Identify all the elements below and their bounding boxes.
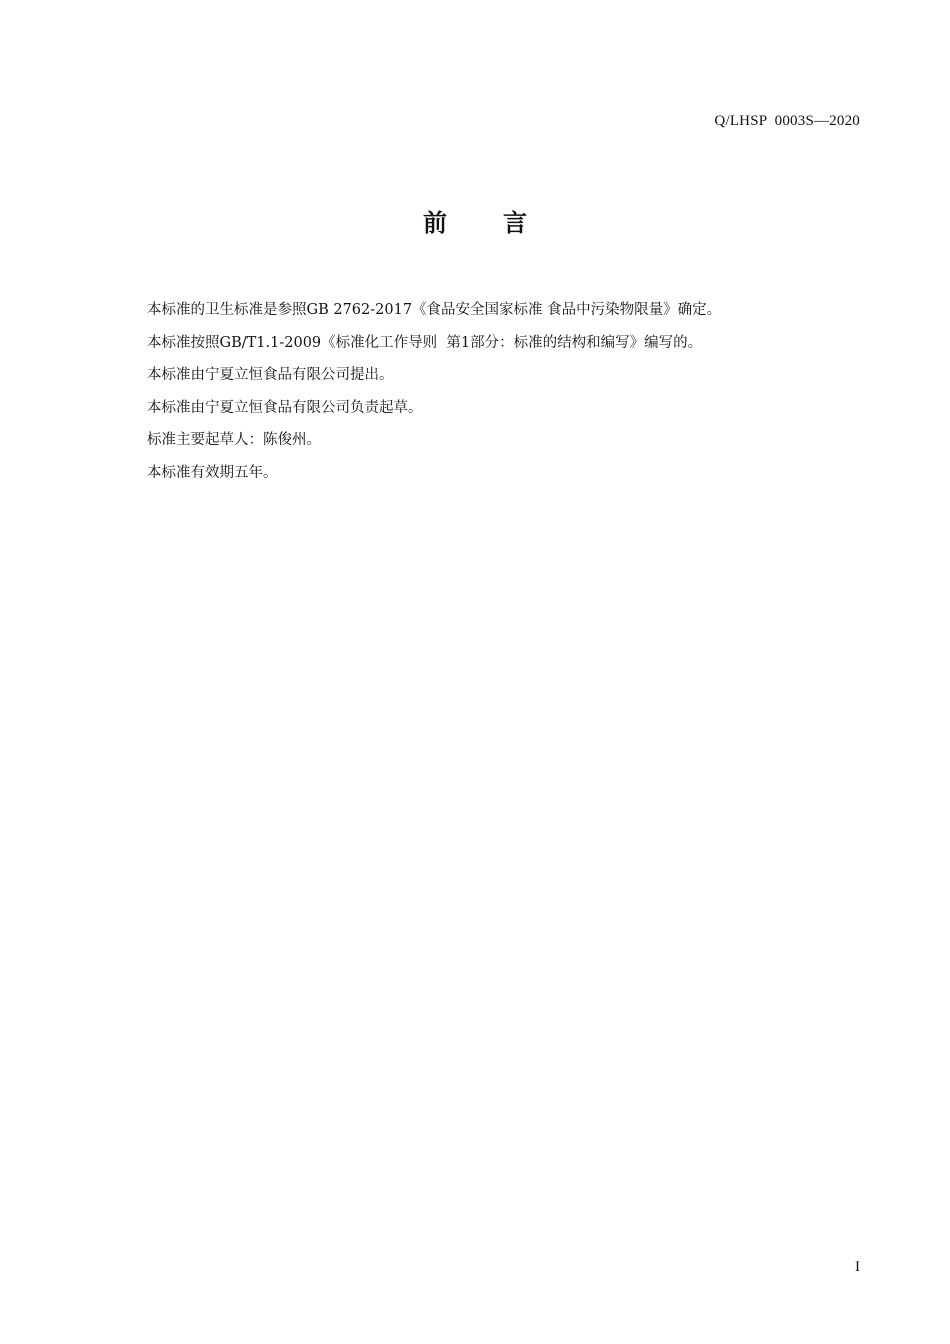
paragraph-drafting-unit: 本标准由宁夏立恒食品有限公司负责起草。 bbox=[147, 399, 423, 416]
paragraph-drafters: 标准主要起草人：陈俊州。 bbox=[147, 432, 321, 448]
paragraph-hygiene-standard: 本标准的卫生标准是参照GB 2762-2017《食品安全国家标准 食品中污染物限量》确定。 bbox=[147, 302, 722, 318]
document-code: Q/LHSP 0003S—2020 bbox=[714, 113, 860, 129]
paragraph-drafting-rules: 本标准按照GB/T1.1-2009《标准化工作导则 第1部分：标准的结构和编写》编写的。 bbox=[147, 334, 703, 351]
page-number: I bbox=[855, 1259, 860, 1275]
preface-body bbox=[147, 294, 867, 489]
page-title: 前言 bbox=[423, 209, 583, 237]
paragraph-validity: 本标准有效期五年。 bbox=[147, 464, 278, 481]
paragraph-proposer: 本标准由宁夏立恒食品有限公司提出。 bbox=[147, 367, 394, 383]
